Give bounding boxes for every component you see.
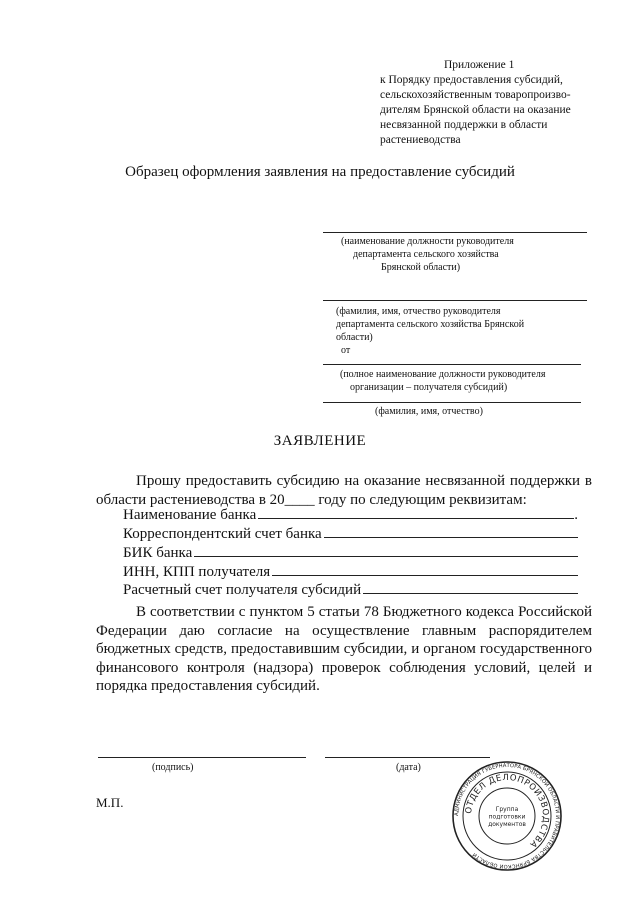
field-label: Корреспондентский счет банка <box>123 526 322 542</box>
consent-paragraph: В соответствии с пунктом 5 статьи 78 Бюджетного кодекса Российской Федерации даю согласие на осуществление главным распорядителем бюджетных средств, предоставившим субсидии, и органом государственного финансового контроля (надзора) проверок соблюдения условий, целей и порядка предоставления субсидий. <box>96 604 592 694</box>
field-blank[interactable] <box>194 543 578 557</box>
date-line[interactable] <box>325 757 490 758</box>
bank-name-field[interactable]: Наименование банка . <box>123 507 578 523</box>
request-paragraph: Прошу предоставить субсидию на оказание несвязанной поддержки в области растениеводства в 20____ году по следующим реквизитам: <box>96 473 592 508</box>
from-label: от <box>341 345 351 356</box>
inn-kpp-field[interactable] <box>123 562 578 581</box>
stamp-outer-text: АДМИНИСТРАЦИЯ ГУБЕРНАТОРА БРЯНСКОЙ ОБЛАСТИ И ПРАВИТЕЛЬСТВА БРЯНСКОЙ ОБЛАСТИ <box>453 762 561 870</box>
field-blank[interactable] <box>324 524 578 538</box>
field-blank[interactable] <box>272 562 578 576</box>
seal-place-label: М.П. <box>96 795 124 810</box>
stamp-center-line: подготовки <box>488 813 526 821</box>
date-caption: (дата) <box>396 762 421 773</box>
document-heading: ЗАЯВЛЕНИЕ <box>273 433 367 449</box>
field-label: БИК банка <box>123 545 193 561</box>
appendix-line: дителям Брянской области на оказание <box>380 104 571 116</box>
stamp-center-line: Группа <box>495 806 519 813</box>
field-label: Наименование банка <box>123 507 257 523</box>
field-label: Расчетный счет получателя субсидий <box>123 582 362 598</box>
signature-caption: (подпись) <box>152 762 194 773</box>
field-label: ИНН, КПП получателя <box>123 564 271 580</box>
appendix-line: несвязанной поддержки в области <box>380 119 548 131</box>
bik-field[interactable] <box>123 543 578 562</box>
addressee-caption-3: (полное наименование должности руководителя организации – получателя субсидий) <box>340 369 546 393</box>
applicant-name-line <box>323 402 581 403</box>
addressee-caption-1: (наименование должности руководителя департамента сельского хозяйства Брянской области) <box>341 236 514 273</box>
appendix-line: растениеводства <box>380 134 461 146</box>
appendix-block <box>380 58 571 148</box>
applicant-position-line <box>323 364 581 365</box>
addressee-name-line <box>323 300 587 301</box>
stamp-center-line: документов <box>488 821 526 828</box>
settlement-account-field[interactable] <box>123 580 578 599</box>
field-blank[interactable] <box>363 580 578 594</box>
office-stamp <box>452 761 562 871</box>
field-blank[interactable] <box>258 505 574 519</box>
appendix-line: Приложение 1 <box>444 59 515 71</box>
corr-account-field[interactable] <box>123 524 578 543</box>
addressee-caption-2: (фамилия, имя, отчество руководителя департамента сельского хозяйства Брянской области) <box>336 306 525 343</box>
stamp-inner-text: ОТДЕЛ ДЕЛОПРОИЗВОДСТВА <box>463 772 551 850</box>
appendix-line: сельскохозяйственным товаропроизво- <box>380 89 571 101</box>
addressee-position-line <box>323 232 587 233</box>
signature-line[interactable] <box>98 757 306 758</box>
appendix-line: к Порядку предоставления субсидий, <box>380 74 563 86</box>
document-subtitle: Образец оформления заявления на предоставление субсидий <box>125 164 515 180</box>
addressee-caption-4: (фамилия, имя, отчество) <box>375 406 483 417</box>
